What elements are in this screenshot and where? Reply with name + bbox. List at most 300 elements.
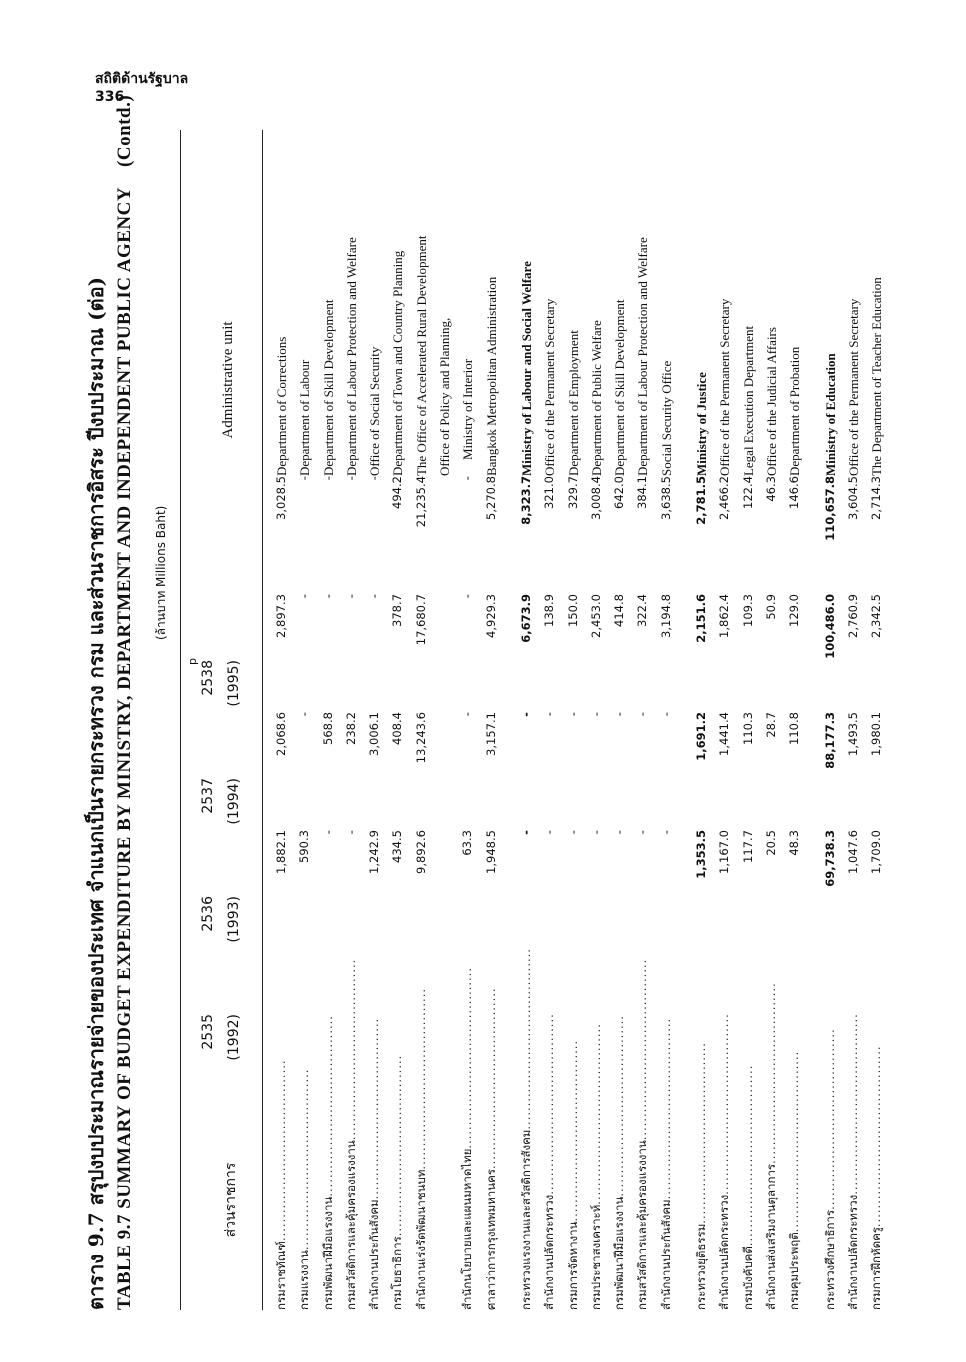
gap-cell xyxy=(293,808,316,830)
value-cell-year-4: 2,781.5 xyxy=(694,476,709,525)
value-cell-year-4: 21,235.4 xyxy=(413,476,428,528)
gap-cell xyxy=(737,572,760,594)
gap-cell xyxy=(293,572,316,594)
row-english-label: Office of the Permanent Secretary xyxy=(845,298,861,477)
gap-cell xyxy=(340,690,363,712)
row-english-label: Office of the Judicial Affairs xyxy=(763,327,779,477)
gap-cell xyxy=(410,690,433,712)
col-year-3-thai: 2537 xyxy=(200,778,216,814)
leader-dots: ....................................... xyxy=(460,967,475,1149)
row-english-label: Office of Policy and Planning, xyxy=(437,317,453,477)
row-thai-name xyxy=(433,948,456,1310)
row-thai-label: กรมโยธาธิการ xyxy=(390,1236,405,1310)
row-english-name xyxy=(783,130,806,476)
gap-cell xyxy=(608,926,631,948)
gap-cell xyxy=(317,690,340,712)
leader-dots: ....................................... xyxy=(658,1017,673,1200)
value-cell-year-4: 642.0 xyxy=(612,476,627,509)
leader-dots: ....................................... xyxy=(320,1015,335,1197)
gap-cell xyxy=(538,808,561,830)
row-thai-label: กรมพัฒนาฝีมือแรงงาน xyxy=(612,1196,627,1310)
gap-cell xyxy=(456,926,479,948)
row-english-label: Department of Employment xyxy=(565,330,581,477)
row-english-label: The Department of Teacher Education xyxy=(869,277,885,477)
value-cell-year-1: 1,167.0 xyxy=(717,830,732,874)
col-english-unit: Administrative unit xyxy=(220,321,236,439)
leader-dots: ....................................... xyxy=(565,1039,580,1222)
value-cell-year-3: 1,862.4 xyxy=(717,594,732,638)
table-row xyxy=(783,130,806,1310)
value-cell-year-1: 1,948.5 xyxy=(483,830,498,874)
row-english-label: Ministry of Labour and Social Welfare xyxy=(518,261,534,477)
table-row xyxy=(631,130,654,1310)
gap-cell xyxy=(386,808,409,830)
row-english-name xyxy=(585,130,608,476)
gap-cell xyxy=(690,926,713,948)
row-thai-name xyxy=(293,948,316,1310)
value-cell-year-3: 4,929.3 xyxy=(483,594,498,638)
gap-cell xyxy=(585,926,608,948)
row-english-name xyxy=(737,130,760,476)
row-english-label: Department of Labour Protection and Welfare xyxy=(343,237,359,477)
row-thai-label: กรมบังคับคดี xyxy=(740,1246,755,1310)
value-cell-year-1: 20.5 xyxy=(763,830,778,856)
value-cell-year-4: 46.3 xyxy=(763,476,778,502)
row-thai-name xyxy=(363,948,386,1310)
value-cell-year-2 xyxy=(433,712,456,808)
row-thai-label: กรมการจัดหางาน xyxy=(565,1221,580,1310)
gap-cell xyxy=(410,926,433,948)
value-cell-year-2: 3,006.1 xyxy=(367,712,382,756)
gap-cell xyxy=(783,572,806,594)
row-english-name xyxy=(386,130,409,476)
leader-dots: ....................................... xyxy=(717,1013,732,1195)
gap-cell xyxy=(562,808,585,830)
row-thai-name xyxy=(585,948,608,1310)
gap-cell xyxy=(270,926,293,948)
value-cell-year-3: 100,486.0 xyxy=(822,594,837,659)
table-row xyxy=(608,130,631,1310)
gap-cell xyxy=(783,808,806,830)
value-cell-year-1: - xyxy=(612,830,627,835)
table-row xyxy=(270,130,293,1310)
row-english-name xyxy=(363,130,386,476)
table-row xyxy=(410,130,433,1310)
table-row xyxy=(760,130,783,1310)
title-thai: ตาราง 9.7 สรุปงบประมาณรายจ่ายของประเทศ จำแนกเป็นรายกระทรวง กรม และส่วนราชการอิสระ ปีงบประมาณ (ต่อ) xyxy=(84,276,108,1310)
row-english-label: Bangkok Metropolitan Administration xyxy=(483,276,499,477)
gap-cell xyxy=(480,690,503,712)
title-contd: (Contd.) xyxy=(114,94,135,167)
gap-cell xyxy=(608,690,631,712)
spacer-row xyxy=(678,130,690,1310)
row-english-label: Department of Probation xyxy=(787,346,803,477)
value-cell-year-1: 1,047.6 xyxy=(845,830,860,874)
row-thai-label: สำนักงานเร่งรัดพัฒนาชนบท xyxy=(413,1169,428,1310)
row-english-name xyxy=(293,130,316,476)
row-thai-name xyxy=(386,948,409,1310)
gap-cell xyxy=(340,572,363,594)
row-english-name xyxy=(865,130,888,476)
gap-cell xyxy=(433,690,456,712)
value-cell-year-1: - xyxy=(343,830,358,835)
gap-cell xyxy=(515,926,538,948)
table-title xyxy=(80,95,136,1310)
unit-note: (ล้านบาท Millions Baht) xyxy=(154,505,168,640)
value-cell-year-3: 129.0 xyxy=(787,594,802,627)
value-cell-year-3: 2,760.9 xyxy=(845,594,860,638)
gap-cell xyxy=(317,572,340,594)
gap-cell xyxy=(783,690,806,712)
row-thai-name xyxy=(340,948,363,1310)
row-thai-label: สำนักงานส่งเสริมงานตุลาการ xyxy=(763,1163,778,1310)
row-english-label: Department of Skill Development xyxy=(612,299,628,477)
row-english-label: Department of Skill Development xyxy=(320,299,336,477)
gap-cell xyxy=(819,690,842,712)
gap-cell xyxy=(585,690,608,712)
value-cell-year-1: 63.3 xyxy=(460,830,475,856)
gap-cell xyxy=(819,926,842,948)
gap-cell xyxy=(515,572,538,594)
value-cell-year-3: 2,453.0 xyxy=(588,594,603,638)
row-thai-name xyxy=(737,948,760,1310)
gap-cell xyxy=(585,808,608,830)
table-row xyxy=(713,130,736,1310)
col-year-4-thai: 2538 xyxy=(200,660,216,696)
spacer-row xyxy=(503,130,515,1310)
gap-cell xyxy=(760,572,783,594)
row-thai-name xyxy=(456,948,479,1310)
value-cell-year-4: 3,028.5 xyxy=(274,476,288,520)
value-cell-year-1: - xyxy=(320,830,335,835)
value-cell-year-4: 494.2 xyxy=(390,476,405,509)
row-thai-label: สำนักงานปลัดกระทรวง xyxy=(845,1194,860,1310)
value-cell-year-3: 138.9 xyxy=(542,594,557,627)
gap-cell xyxy=(386,690,409,712)
table-row xyxy=(317,130,340,1310)
value-cell-year-4: 3,604.5 xyxy=(845,476,860,520)
gap-cell xyxy=(293,926,316,948)
value-cell-year-3: 378.7 xyxy=(390,594,405,627)
row-thai-name xyxy=(783,948,806,1310)
value-cell-year-2: - xyxy=(565,712,580,717)
row-thai-name xyxy=(480,948,503,1310)
gap-cell xyxy=(865,808,888,830)
value-cell-year-2: - xyxy=(612,712,627,717)
value-cell-year-2: 238.2 xyxy=(343,712,358,745)
row-thai-label: กรมประชาสงเคราะห์ xyxy=(588,1204,603,1310)
gap-cell xyxy=(842,572,865,594)
gap-cell xyxy=(631,926,654,948)
budget-table xyxy=(270,130,888,1310)
gap-cell xyxy=(655,572,678,594)
col-year-3 xyxy=(200,778,242,874)
row-english-label: Department of Town and Country Planning xyxy=(390,250,406,477)
leader-dots: ....................................... xyxy=(612,1015,627,1197)
row-english-label: Office of Social Security xyxy=(367,346,383,477)
gap-cell xyxy=(631,808,654,830)
table-row xyxy=(585,130,608,1310)
top-rule xyxy=(180,130,181,1310)
value-cell-year-1: 48.3 xyxy=(787,830,802,856)
gap-cell xyxy=(433,808,456,830)
row-english-name xyxy=(456,130,479,476)
row-thai-label: กรมสวัสดิการและคุ้มครองแรงงาน xyxy=(635,1140,650,1310)
value-cell-year-2: 13,243.6 xyxy=(413,712,428,764)
gap-cell xyxy=(865,572,888,594)
table-row xyxy=(538,130,561,1310)
gap-cell xyxy=(690,808,713,830)
gap-cell xyxy=(760,926,783,948)
row-english-label: Office of the Permanent Secretary xyxy=(717,298,733,477)
value-cell-year-2: 88,177.3 xyxy=(822,712,837,769)
value-cell-year-2: 408.4 xyxy=(390,712,405,745)
gap-cell xyxy=(865,690,888,712)
row-english-name xyxy=(760,130,783,476)
value-cell-year-2: - xyxy=(658,712,673,717)
row-thai-name xyxy=(631,948,654,1310)
gap-cell xyxy=(713,690,736,712)
value-cell-year-4: 5,270.8 xyxy=(483,476,498,520)
row-thai-name xyxy=(562,948,585,1310)
value-cell-year-2: - xyxy=(460,712,475,717)
value-cell-year-2: 1,441.4 xyxy=(717,712,732,756)
row-english-name xyxy=(340,130,363,476)
value-cell-year-1: 1,709.0 xyxy=(869,830,884,874)
row-thai-label: กรมแรงงาน xyxy=(297,1250,312,1310)
gap-cell xyxy=(842,926,865,948)
gap-cell xyxy=(737,808,760,830)
row-english-name xyxy=(655,130,678,476)
row-english-label: Legal Execution Department xyxy=(740,325,756,477)
row-english-name xyxy=(538,130,561,476)
row-thai-name xyxy=(760,948,783,1310)
title-english: TABLE 9.7 SUMMARY OF BUDGET EXPENDITURE BY MINISTRY, DEPARTMENT AND INDEPENDENT PUBLIC AGENCY xyxy=(114,186,135,1310)
value-cell-year-4: - xyxy=(320,476,335,481)
table-row xyxy=(737,130,760,1310)
col-year-2-ad: (1993) xyxy=(226,896,242,943)
col-year-2-thai: 2536 xyxy=(200,896,216,932)
row-english-name xyxy=(631,130,654,476)
value-cell-year-1 xyxy=(433,830,456,926)
row-thai-name xyxy=(713,948,736,1310)
value-cell-year-4: 329.7 xyxy=(565,476,580,509)
row-english-label: Ministry of Education xyxy=(822,353,838,477)
table-row xyxy=(363,130,386,1310)
value-cell-year-4: 3,008.4 xyxy=(588,476,603,520)
value-cell-year-2: - xyxy=(518,712,533,717)
row-thai-name xyxy=(538,948,561,1310)
leader-dots: ....................................... xyxy=(343,958,358,1141)
value-cell-year-4: - xyxy=(367,476,382,481)
row-english-name xyxy=(713,130,736,476)
row-thai-name xyxy=(608,948,631,1310)
table-row xyxy=(480,130,503,1310)
value-cell-year-3: 50.9 xyxy=(763,594,778,620)
gap-cell xyxy=(608,572,631,594)
gap-cell xyxy=(410,808,433,830)
gap-cell xyxy=(760,690,783,712)
gap-cell xyxy=(655,690,678,712)
gap-cell xyxy=(340,926,363,948)
value-cell-year-2: - xyxy=(635,712,650,717)
value-cell-year-4: 8,323.7 xyxy=(518,476,533,525)
gap-cell xyxy=(737,690,760,712)
value-cell-year-4: 321.0 xyxy=(542,476,557,509)
table-row xyxy=(562,130,585,1310)
leader-dots: ....................................... xyxy=(483,987,498,1170)
value-cell-year-4 xyxy=(433,476,456,572)
row-thai-name xyxy=(655,948,678,1310)
value-cell-year-3 xyxy=(433,594,456,690)
gap-cell xyxy=(690,690,713,712)
row-english-label: Ministry of Justice xyxy=(694,372,710,477)
value-cell-year-4: 3,638.5 xyxy=(658,476,673,520)
table-row xyxy=(386,130,409,1310)
value-cell-year-1: 434.5 xyxy=(390,830,405,863)
table-row xyxy=(340,130,363,1310)
value-cell-year-3: 109.3 xyxy=(740,594,755,627)
gap-cell xyxy=(783,926,806,948)
gap-cell xyxy=(480,926,503,948)
row-thai-name xyxy=(819,948,842,1310)
gap-cell xyxy=(713,926,736,948)
leader-dots: ....................................... xyxy=(274,1059,288,1242)
gap-cell xyxy=(515,808,538,830)
gap-cell xyxy=(363,690,386,712)
col-year-4-ad: (1995) xyxy=(226,660,242,707)
row-english-label: Department of Corrections xyxy=(274,336,289,477)
row-english-label: Department of Public Welfare xyxy=(588,320,604,477)
preliminary-flag: p xyxy=(186,658,199,665)
value-cell-year-2: 1,691.2 xyxy=(694,712,709,761)
row-thai-name xyxy=(410,948,433,1310)
table-row xyxy=(456,130,479,1310)
gap-cell xyxy=(538,572,561,594)
table-row xyxy=(655,130,678,1310)
row-english-name xyxy=(819,130,842,476)
row-thai-label: สำนักนโยบายและแผนมหาดไทย xyxy=(460,1148,475,1310)
value-cell-year-3: 2,897.3 xyxy=(274,594,288,638)
row-thai-label: กรมคุมประพฤติ xyxy=(787,1232,802,1310)
leader-dots: ....................................... xyxy=(869,1045,884,1228)
row-thai-label: กระทรวงยุติธรรม xyxy=(694,1223,709,1310)
header-rule xyxy=(262,130,263,1310)
gap-cell xyxy=(737,926,760,948)
gap-cell xyxy=(480,572,503,594)
leader-dots: ....................................... xyxy=(822,1028,837,1210)
value-cell-year-3: 150.0 xyxy=(565,594,580,627)
table-row xyxy=(433,130,456,1310)
gap-cell xyxy=(270,690,293,712)
gap-cell xyxy=(713,572,736,594)
row-english-name xyxy=(562,130,585,476)
row-english-name xyxy=(433,130,456,476)
row-thai-name xyxy=(317,948,340,1310)
gap-cell xyxy=(690,572,713,594)
row-thai-label: กรมราชทัณฑ์ xyxy=(274,1241,288,1310)
value-cell-year-2: 568.8 xyxy=(320,712,335,745)
row-thai-name xyxy=(270,948,293,1310)
table-row xyxy=(842,130,865,1310)
header-thai-label: สถิติด้านรัฐบาล xyxy=(95,71,189,87)
gap-cell xyxy=(562,926,585,948)
gap-cell xyxy=(562,690,585,712)
value-cell-year-3: - xyxy=(343,594,358,599)
gap-cell xyxy=(842,690,865,712)
gap-cell xyxy=(515,690,538,712)
value-cell-year-1: - xyxy=(565,830,580,835)
row-thai-name xyxy=(865,948,888,1310)
gap-cell xyxy=(363,808,386,830)
gap-cell xyxy=(340,808,363,830)
value-cell-year-3: 322.4 xyxy=(635,594,650,627)
gap-cell xyxy=(713,808,736,830)
value-cell-year-1: 1,242.9 xyxy=(367,830,382,874)
value-cell-year-3: - xyxy=(320,594,335,599)
row-english-label: Department of Labour Protection and Welfare xyxy=(635,237,651,477)
leader-dots: ....................................... xyxy=(413,987,428,1170)
value-cell-year-4: 122.4 xyxy=(740,476,755,509)
leader-dots: ....................................... xyxy=(588,1023,603,1205)
row-thai-label: กรมการฝึกหัดครู xyxy=(869,1227,884,1310)
spacer-row xyxy=(807,130,819,1310)
value-cell-year-4: 2,714.3 xyxy=(869,476,884,520)
leader-dots: ....................................... xyxy=(694,1042,709,1224)
value-cell-year-3: - xyxy=(367,594,382,599)
leader-dots: ....................................... xyxy=(635,958,650,1141)
row-thai-label: ศาลาว่าการกรุงเทพมหานคร xyxy=(483,1169,498,1310)
value-cell-year-2: 110.3 xyxy=(740,712,755,745)
gap-cell xyxy=(270,572,293,594)
gap-cell xyxy=(631,572,654,594)
gap-cell xyxy=(433,926,456,948)
value-cell-year-2: 110.8 xyxy=(787,712,802,745)
row-english-label: Ministry of Interior xyxy=(460,358,476,461)
value-cell-year-1: - xyxy=(658,830,673,835)
leader-dots: ....................................... xyxy=(390,1054,405,1237)
table-row xyxy=(690,130,713,1310)
value-cell-year-2: 3,157.1 xyxy=(483,712,498,756)
value-cell-year-1: - xyxy=(635,830,650,835)
value-cell-year-1: - xyxy=(542,830,557,835)
gap-cell xyxy=(293,690,316,712)
value-cell-year-1: - xyxy=(518,830,533,835)
value-cell-year-2: - xyxy=(542,712,557,717)
row-english-name xyxy=(690,130,713,476)
value-cell-year-1: 117.7 xyxy=(740,830,755,863)
row-english-name xyxy=(515,130,538,476)
leader-dots: ....................................... xyxy=(518,948,533,1130)
value-cell-year-3: 17,680.7 xyxy=(413,594,428,646)
value-cell-year-4: - xyxy=(460,476,475,481)
value-cell-year-2: - xyxy=(297,712,312,717)
gap-cell xyxy=(386,572,409,594)
row-thai-label: กระทรวงแรงงานและสวัสดิการสังคม xyxy=(518,1129,533,1310)
gap-cell xyxy=(363,926,386,948)
row-thai-label: กรมพัฒนาฝีมือแรงงาน xyxy=(320,1196,335,1310)
value-cell-year-1: 1,882.1 xyxy=(274,830,288,874)
row-thai-label: กรมสวัสดิการและคุ้มครองแรงงาน xyxy=(343,1140,358,1310)
leader-dots: ....................................... xyxy=(763,982,778,1164)
value-cell-year-2: 2,068.6 xyxy=(274,712,288,756)
value-cell-year-2: - xyxy=(588,712,603,717)
gap-cell xyxy=(842,808,865,830)
gap-cell xyxy=(562,572,585,594)
gap-cell xyxy=(608,808,631,830)
value-cell-year-4: 146.6 xyxy=(787,476,802,509)
col-year-4 xyxy=(186,658,242,756)
